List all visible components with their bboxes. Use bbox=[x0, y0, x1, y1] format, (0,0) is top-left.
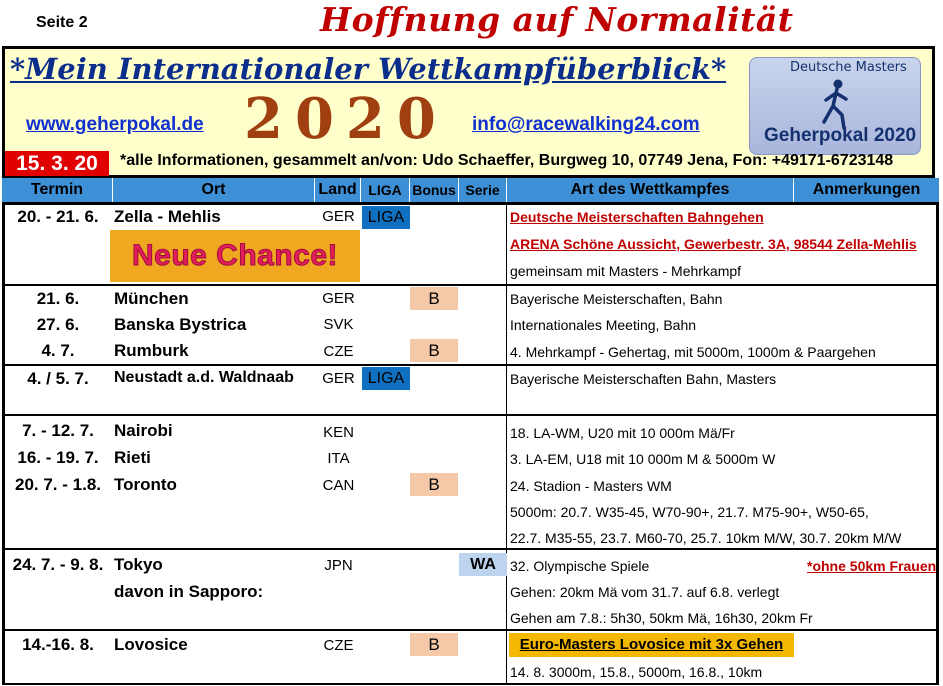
row-termin: 20. - 21. 6. bbox=[17, 207, 99, 226]
bonus-badge: B bbox=[410, 633, 458, 656]
date-badge: 15. 3. 20 bbox=[5, 151, 109, 176]
col-bonus: Bonus bbox=[410, 178, 459, 202]
row-divider bbox=[2, 629, 939, 631]
geherpokal-link[interactable]: www.geherpokal.de bbox=[26, 114, 204, 135]
row-anmerkung: *ohne 50km Frauen bbox=[807, 558, 937, 574]
row-art: 3. LA-EM, U18 mit 10 000m M & 5000m W bbox=[510, 451, 776, 467]
liga-badge: LIGA bbox=[362, 206, 410, 229]
row-divider bbox=[2, 284, 939, 286]
row-art: 18. LA-WM, U20 mit 10 000m Mä/Fr bbox=[510, 425, 735, 441]
row-divider bbox=[2, 683, 939, 685]
row-art: 5000m: 20.7. W35-45, W70-90+, 21.7. M75-90+, W50-65, bbox=[510, 504, 869, 520]
col-ort: Ort bbox=[113, 178, 315, 202]
row-ort: Lovosice bbox=[114, 635, 188, 654]
row-art: gemeinsam mit Masters - Mehrkampf bbox=[510, 263, 742, 279]
banner-subtitle: *Mein Internationaler Wettkampfüberblick* bbox=[10, 52, 727, 86]
serie-badge: WA bbox=[459, 553, 507, 576]
bonus-badge: B bbox=[410, 287, 458, 310]
row-termin: 21. 6. bbox=[36, 289, 80, 308]
row-termin: 14.-16. 8. bbox=[22, 635, 94, 654]
row-termin: 7. - 12. 7. bbox=[22, 421, 94, 440]
row-land: CAN bbox=[322, 477, 355, 494]
row-ort-sub: davon in Sapporo: bbox=[114, 582, 264, 601]
venue-link[interactable]: ARENA Schöne Aussicht, Gewerbestr. 3A, 98544 Zella-Mehlis bbox=[510, 236, 917, 252]
row-ort: Neustadt a.d. Waldnaab bbox=[114, 369, 294, 386]
col-liga: LIGA bbox=[361, 178, 410, 202]
row-divider bbox=[2, 202, 939, 205]
row-ort: Nairobi bbox=[114, 421, 173, 440]
row-land: JPN bbox=[324, 557, 353, 574]
row-land: GER bbox=[322, 370, 355, 387]
bonus-badge: B bbox=[410, 339, 458, 362]
geherpokal-logo bbox=[749, 57, 921, 155]
row-land: GER bbox=[322, 290, 355, 307]
year-title: 2020 bbox=[244, 86, 448, 152]
table-border-right bbox=[936, 202, 939, 685]
euro-masters-link[interactable]: Euro-Masters Lovosice mit 3x Gehen bbox=[509, 633, 794, 657]
row-ort: Rumburk bbox=[114, 341, 189, 360]
row-land: CZE bbox=[323, 343, 354, 360]
row-ort: Banska Bystrica bbox=[114, 315, 247, 334]
column-divider bbox=[506, 202, 507, 685]
row-ort: Tokyo bbox=[114, 555, 163, 574]
row-art: Bayerische Meisterschaften Bahn, Masters bbox=[510, 371, 777, 387]
info-line: *alle Informationen, gesammelt an/von: Udo Schaeffer, Burgweg 10, 07749 Jena, Fon: +49171-6723148 bbox=[120, 152, 894, 169]
row-art: Internationales Meeting, Bahn bbox=[510, 317, 697, 333]
row-termin: 20. 7. - 1.8. bbox=[15, 475, 101, 494]
liga-badge: LIGA bbox=[362, 367, 410, 390]
row-art: Gehen: 20km Mä vom 31.7. auf 6.8. verlegt bbox=[510, 584, 780, 600]
row-ort: München bbox=[114, 289, 189, 308]
row-art: Gehen am 7.8.: 5h30, 50km Mä, 16h30, 20km Fr bbox=[510, 610, 813, 626]
logo-text: Geherpokal 2020 bbox=[764, 125, 917, 146]
row-termin: 27. 6. bbox=[36, 315, 80, 334]
race-walker-icon bbox=[814, 78, 858, 130]
row-termin: 4. 7. bbox=[41, 341, 75, 360]
row-ort: Rieti bbox=[114, 448, 151, 467]
table-border-left bbox=[2, 202, 5, 685]
col-serie: Serie bbox=[459, 178, 507, 202]
col-anmerkungen: Anmerkungen bbox=[794, 178, 939, 202]
row-ort: Zella - Mehlis bbox=[114, 207, 221, 226]
col-land: Land bbox=[315, 178, 361, 202]
col-art: Art des Wettkampfes bbox=[507, 178, 794, 202]
email-link[interactable]: info@racewalking24.com bbox=[472, 114, 700, 135]
page-label: Seite 2 bbox=[36, 14, 88, 31]
row-land: ITA bbox=[327, 450, 350, 467]
row-art: Bayerische Meisterschaften, Bahn bbox=[510, 291, 723, 307]
row-termin: 16. - 19. 7. bbox=[17, 448, 99, 467]
row-art: 32. Olympische Spiele bbox=[510, 558, 650, 574]
row-termin: 4. / 5. 7. bbox=[27, 369, 89, 388]
col-termin: Termin bbox=[2, 178, 113, 202]
row-art: 4. Mehrkampf - Gehertag, mit 5000m, 1000m & Paargehen bbox=[510, 344, 876, 360]
row-divider bbox=[2, 364, 939, 366]
neue-chance-label: Neue Chance! bbox=[110, 230, 360, 282]
row-art: 24. Stadion - Masters WM bbox=[510, 478, 672, 494]
row-land: KEN bbox=[323, 424, 354, 441]
row-art: 14. 8. 3000m, 15.8., 5000m, 16.8., 10km bbox=[510, 664, 763, 680]
row-divider bbox=[2, 548, 939, 550]
row-art: 22.7. M35-55, 23.7. M60-70, 25.7. 10km M/W, 30.7. 20km M/W bbox=[510, 530, 902, 546]
row-divider bbox=[2, 414, 939, 416]
row-land: CZE bbox=[323, 637, 354, 654]
event-link[interactable]: Deutsche Meisterschaften Bahngehen bbox=[510, 209, 764, 225]
bonus-badge: B bbox=[410, 473, 458, 496]
row-land: SVK bbox=[323, 316, 354, 333]
headline: Hoffnung auf Normalität bbox=[320, 0, 794, 39]
row-termin: 24. 7. - 9. 8. bbox=[12, 555, 104, 574]
logo-arc-text: Deutsche Masters bbox=[790, 60, 907, 75]
row-ort: Toronto bbox=[114, 475, 177, 494]
row-land: GER bbox=[322, 208, 355, 225]
